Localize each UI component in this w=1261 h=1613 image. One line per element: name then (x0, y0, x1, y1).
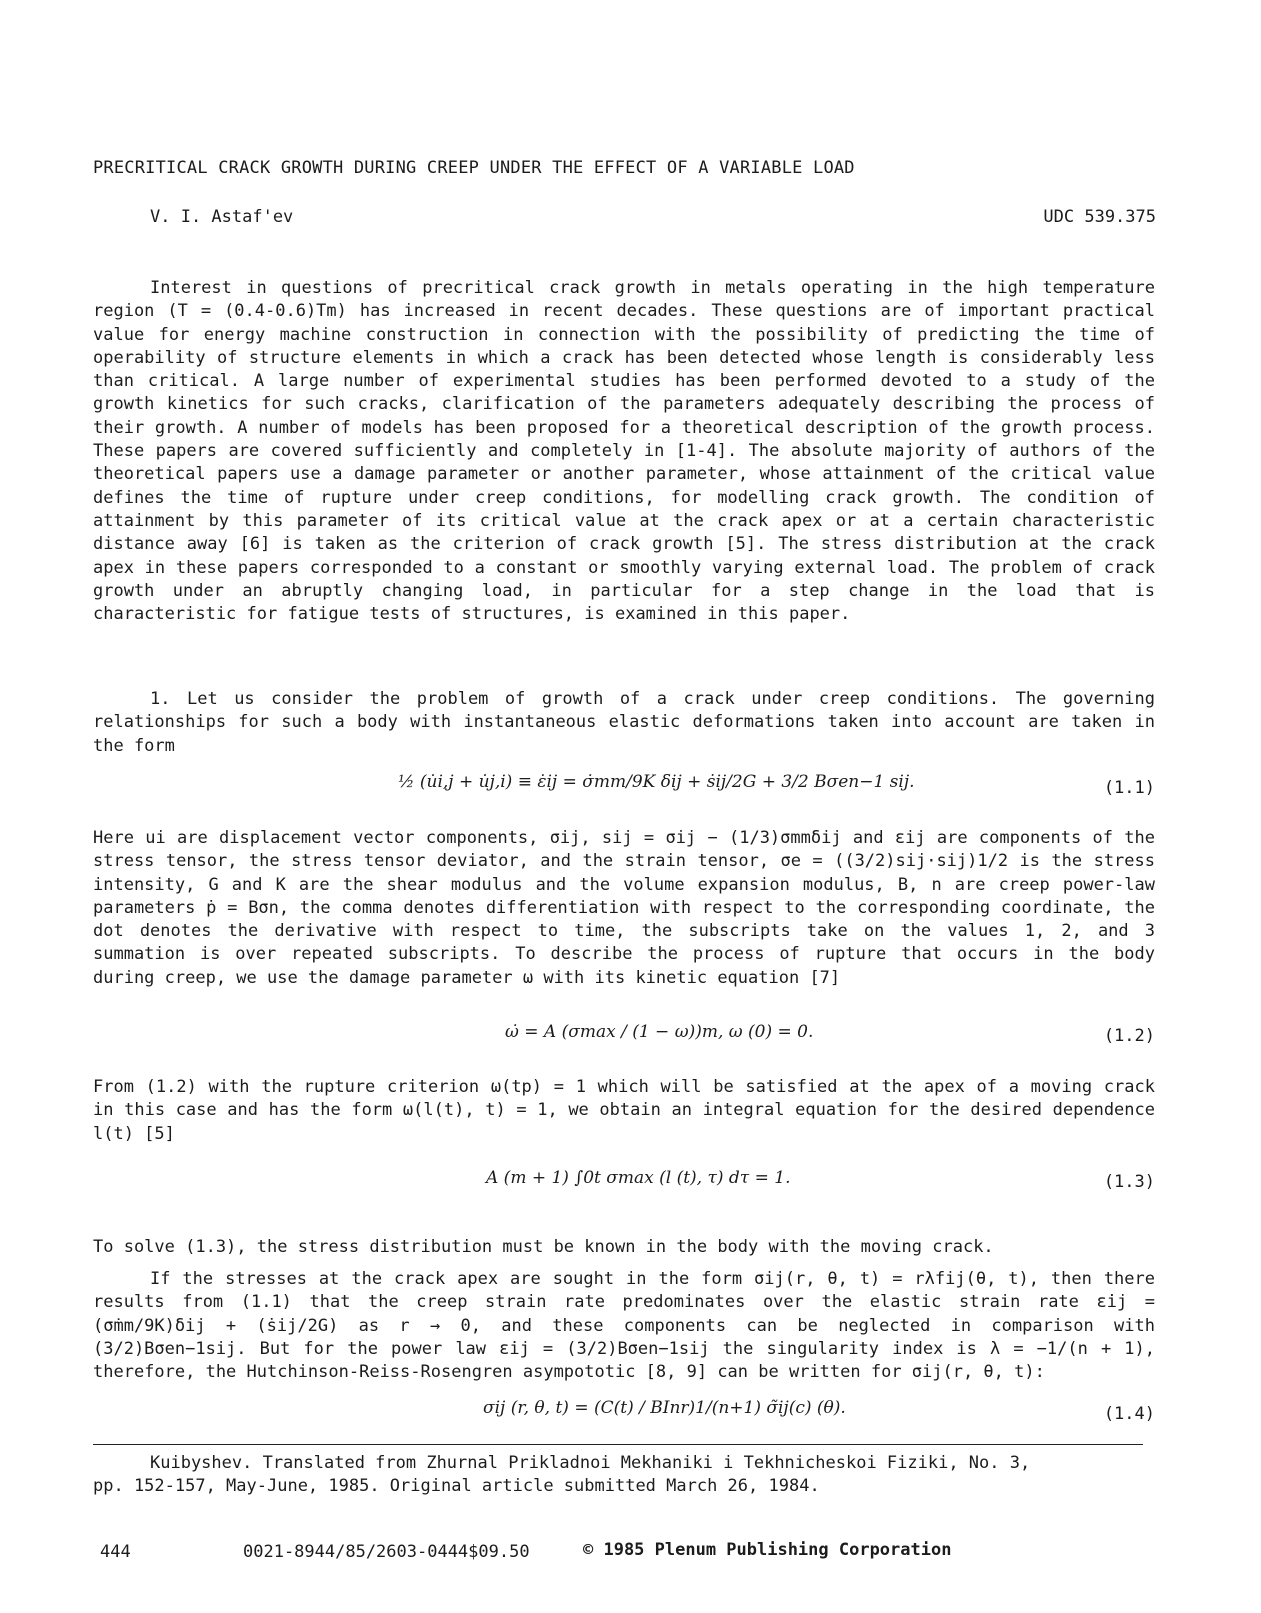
intro-paragraph: Interest in questions of precritical crack growth in metals operating in the high temperature region (T = (0.4-0.6)Tm) has increased in recent decades. These questions are of important practical value for energy machine construction in connection with the possibility of predicting the time of operability of structure elements in which a crack has been detected whose length is considerably less than critical. A large number of experimental studies has been performed devoted to a study of the growth kinetics for such cracks, clarification of the parameters adequately describing the process of their growth. A number of models has been proposed for a theoretical description of the growth process. These papers are covered sufficiently and completely in [1-4]. The absolute majority of authors of the theoretical papers use a damage parameter or another parameter, whose attainment of the critical value defines the time of rupture under creep conditions, for modelling crack growth. The condition of attainment by this parameter of its critical value at the crack apex or at a certain characteristic distance away [6] is taken as the criterion of crack growth [5]. The stress distribution at the crack apex in these papers corresponded to a constant or smoothly varying external load. The problem of crack growth under an abruptly changing load, in particular for a step change in the load that is characteristic for fatigue tests of structures, is examined in this paper. (93, 278, 1155, 625)
page-number: 444 (100, 1542, 131, 1562)
asymptotic-paragraph: If the stresses at the crack apex are sought in the form σij(r, θ, t) = rλfij(θ, t), then there results from (1.1) that the creep strain rate predominates over the elastic strain rate ε̇ij = (σ̇mm/9K)δij + (ṡij/2G) as r → 0, and these components can be neglected in comparison with (3/2)Bσen−1sij. But for the power law ε̇ij = (3/2)Bσen−1sij the singularity index is λ = −1/(n + 1), therefore, the Hutchinson-Reiss-Rosengren asympototic [8, 9] can be written for σij(r, θ, t): (93, 1269, 1155, 1383)
equation-1-1-formula: ½ (u̇i,j + u̇j,i) ≡ ε̇ij = σ̇mm/9K δij + ṡij/2G + 3/2 Bσen−1 sij. (398, 772, 915, 792)
equation-1-4-number: (1.4) (1103, 1404, 1155, 1424)
equation-1-2-formula: ω̇ = A (σmax / (1 − ω))m, ω (0) = 0. (505, 1022, 814, 1042)
equation-1-1-number: (1.1) (1103, 778, 1155, 798)
equation-1-3 (93, 1158, 1155, 1208)
article-title: PRECRITICAL CRACK GROWTH DURING CREEP UNDER THE EFFECT OF A VARIABLE LOAD (93, 158, 855, 178)
article-code: 0021-8944/85/2603-0444$09.50 (243, 1542, 530, 1562)
footnote (93, 1452, 1155, 1498)
footnote-divider (93, 1444, 1143, 1445)
author-name: V. I. Astaf'ev (150, 207, 294, 227)
footnote-line-2: pp. 152-157, May-June, 1985. Original article submitted March 26, 1984. (93, 1476, 820, 1496)
equation-1-4-formula: σij (r, θ, t) = (C(t) / BInr)1/(n+1) σ̃ij(c) (θ). (483, 1398, 846, 1418)
equation-1-4 (93, 1396, 1155, 1446)
equation-1-3-formula: A (m + 1) ∫0t σmax (l (t), τ) dτ = 1. (486, 1168, 791, 1188)
rupture-criterion-paragraph: From (1.2) with the rupture criterion ω(tp) = 1 which will be satisfied at the apex of a moving crack in this case and has the form ω(l(t), t) = 1, we obtain an integral equation for the desired dependence l(t) [5] (93, 1077, 1155, 1144)
equation-1-3-number: (1.3) (1103, 1172, 1155, 1192)
solve-paragraph: To solve (1.3), the stress distribution must be known in the body with the moving crack. (93, 1237, 994, 1257)
equation-1-2-number: (1.2) (1103, 1026, 1155, 1046)
copyright-notice: © 1985 Plenum Publishing Corporation (583, 1540, 952, 1560)
equation-1-2 (93, 1020, 1155, 1070)
udc-code: UDC 539.375 (1043, 207, 1156, 227)
definitions-paragraph: Here ui are displacement vector components, σij, sij = σij − (1/3)σmmδij and εij are components of the stress tensor, the stress tensor deviator, and the strain tensor, σe = ((3/2)sij·sij)1/2 is the stress intensity, G and K are the shear modulus and the volume expansion modulus, B, n are creep power-law parameters ṗ = Bσn, the comma denotes differentiation with respect to the corresponding coordinate, the dot denotes the derivative with respect to time, the subscripts take on the values 1, 2, and 3 summation is over repeated subscripts. To describe the process of rupture that occurs in the body during creep, we use the damage parameter ω with its kinetic equation [7] (93, 828, 1155, 988)
equation-1-1 (93, 770, 1155, 820)
footnote-line-1: Kuibyshev. Translated from Zhurnal Prikladnoi Mekhaniki i Tekhnicheskoi Fiziki, No. 3, (150, 1453, 1031, 1473)
section-1-paragraph: 1. Let us consider the problem of growth of a crack under creep conditions. The governing relationships for such a body with instantaneous elastic deformations taken into account are taken in the form (93, 689, 1155, 756)
